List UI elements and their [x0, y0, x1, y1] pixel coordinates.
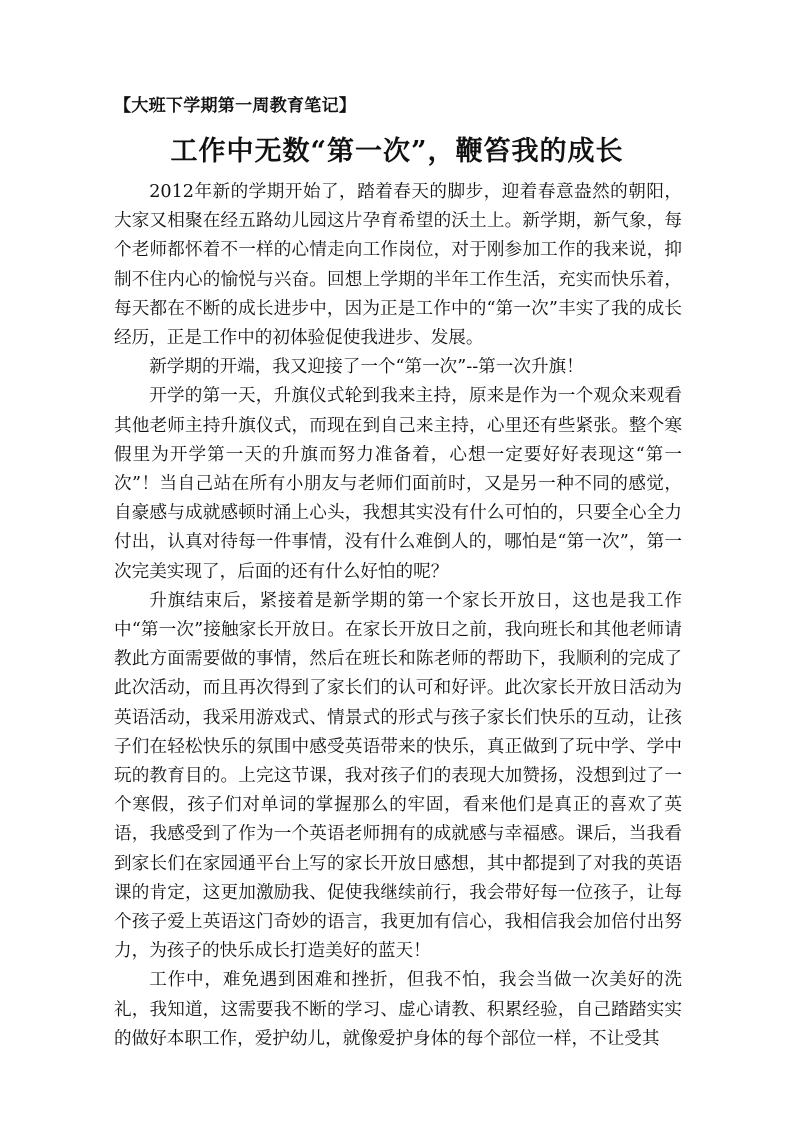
- paragraph: 升旗结束后，紧接着是新学期的第一个家长开放日，这也是我工作中“第一次”接触家长开放日。在家长开放日之前，我向班长和其他老师请教此方面需要做的事情，然后在班长和陈老师的帮助下，我顺利的完成了此次活动，而且再次得到了家长们的认可和好评。此次家长开放日活动为英语活动，我采用游戏式、情景式的形式与孩子家长们快乐的互动，让孩子们在轻松快乐的氛围中感受英语带来的快乐，真正做到了玩中学、学中玩的教育目的。上完这节课，我对孩子们的表现大加赞扬，没想到过了一个寒假，孩子们对单词的掌握那么的牢固，看来他们是真正的喜欢了英语，我感受到了作为一个英语老师拥有的成就感与幸福感。课后，当我看到家长们在家园通平台上写的家长开放日感想，其中都提到了对我的英语课的肯定，这更加激励我、促使我继续前行，我会带好每一位孩子，让每个孩子爱上英语这门奇妙的语言，我更加有信心，我相信我会加倍付出努力，为孩子的快乐成长打造美好的蓝天！: [114, 590, 682, 962]
- paragraph: 开学的第一天，升旗仪式轮到我来主持，原来是作为一个观众来观看其他老师主持升旗仪式，而现在到自己来主持，心里还有些紧张。整个寒假里为开学第一天的升旗而努力准备着，心想一定要好好表现这“第一次”！当自己站在所有小朋友与老师们面前时，又是另一种不同的感觉，自豪感与成就感顿时涌上心头，我想其实没有什么可怕的，只要全心全力付出，认真对待每一件事情，没有什么难倒人的，哪怕是“第一次”，第一次完美实现了，后面的还有什么好怕的呢？: [114, 386, 682, 582]
- document-header-tag: 【大班下学期第一周教育笔记】: [114, 96, 357, 116]
- document-body: [114, 178, 682, 1054]
- paragraph: 工作中，难免遇到困难和挫折，但我不怕，我会当做一次美好的洗礼，我知道，这需要我不断的学习、虚心请教、积累经验，自己踏踏实实的做好本职工作，爱护幼儿，就像爱护身体的每个部位一样，不让受其: [114, 970, 682, 1049]
- paragraph: 2012年新的学期开始了，踏着春天的脚步，迎着春意盎然的朝阳，大家又相聚在经五路幼儿园这片孕育希望的沃土上。新学期，新气象，每个老师都怀着不一样的心情走向工作岗位，对于刚参加工作的我来说，抑制不住内心的愉悦与兴奋。回想上学期的半年工作生活，充实而快乐着，每天都在不断的成长进步中，因为正是工作中的“第一次”丰实了我的成长经历，正是工作中的初体验促使我进步、发展。: [114, 182, 682, 349]
- paragraph: 新学期的开端，我又迎接了一个“第一次”--第一次升旗！: [149, 357, 584, 378]
- document-title: 工作中无数“第一次”，鞭笞我的成长: [170, 136, 624, 167]
